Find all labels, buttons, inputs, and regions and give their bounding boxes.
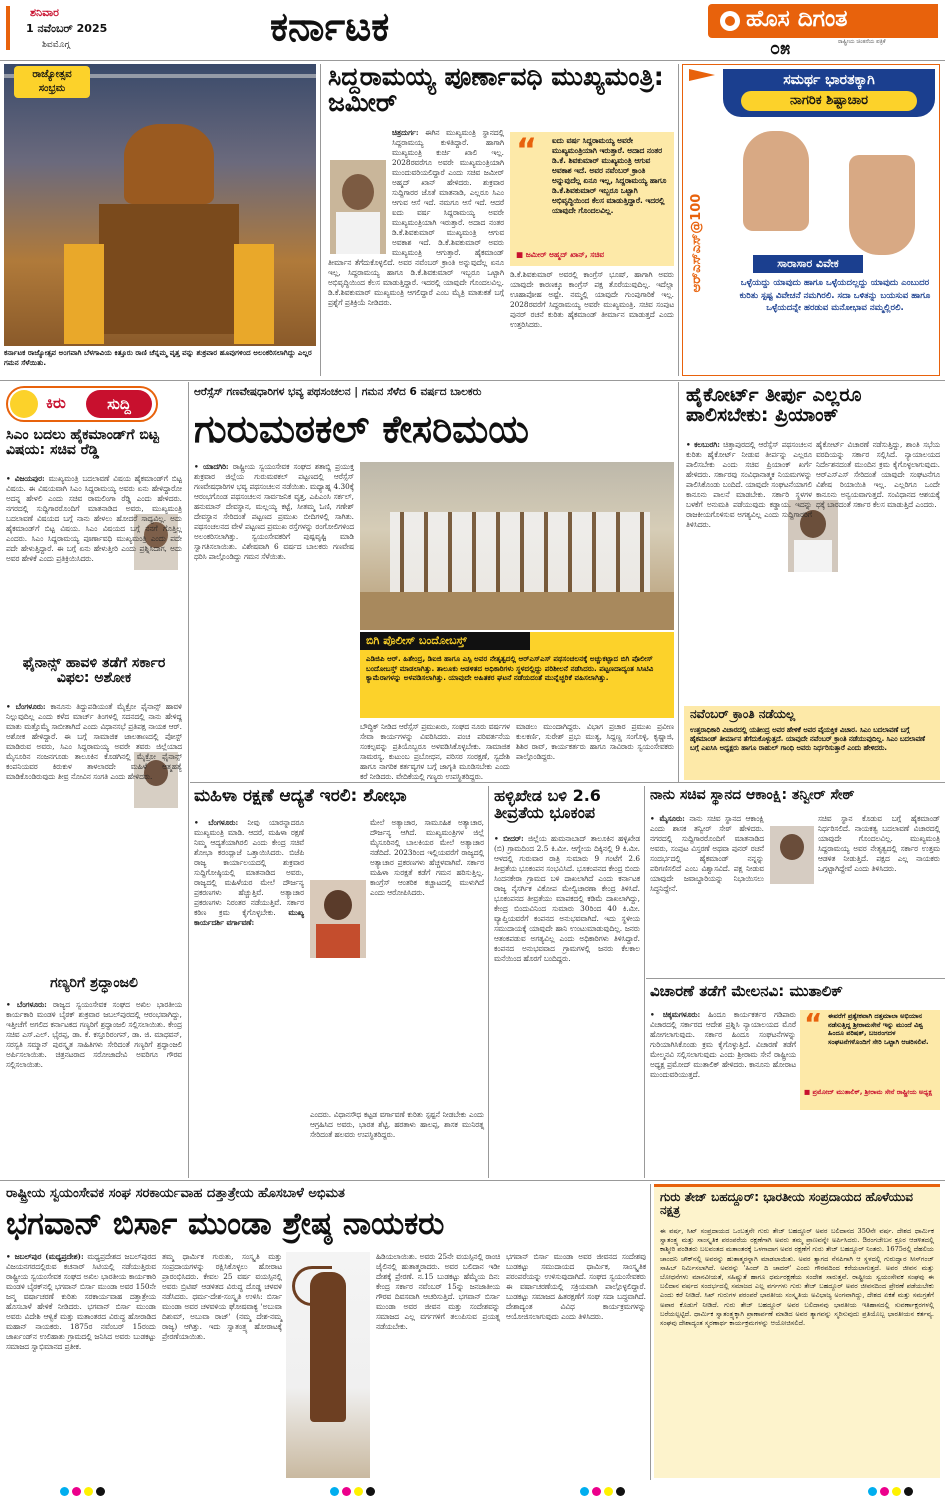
muthalik-body (650, 1010, 796, 1174)
birsa-col-2: ತಮ್ಮ ಧಾರ್ಮಿಕ ಗುರುತು, ಸಂಸ್ಕೃತಿ ಮತ್ತು ಸಂಪ್ರದಾಯಗಳನ್ನು ರಕ್ಷಿಸಿಕೊಳ್ಳಲು ಹೋರಾಟ ಪ್ರಾರಂಭಿಸಿದರು. ಕೇವಲ 25 ವರ್ಷ ವಯಸ್ಸಿನಲ್ಲಿ ಅವರು ಬ್ರಿಟಿಷ್ ಆಡಳಿತದ ವಿರುದ್ಧ ದೊಡ್ಡ ಚಳವಳಿ ನಡೆಸಿದರು. ಧರ್ಮ-ದೇಶ-ಸಂಸ್ಕೃತಿ ಉಳಿಸಿ: ಬಿರ್ಸಾ ಮುಂಡಾ ಅವರ ಚಳವಳಿಯ ಘೋಷವಾಕ್ಯ 'ಅಬುವಾ ದಿಶುಮ್, ಅಬುವಾ ರಾಜ್' (ನಮ್ಮ ದೇಶ-ನಮ್ಮ ರಾಜ್ಯ) ಆಗಿತ್ತು. ಇದು ಸ್ವಾತಂತ್ರ್ಯ ಹೋರಾಟಕ್ಕೆ ಪ್ರೇರಣೆಯಾಯಿತು. (162, 1252, 282, 1341)
earthquake-headline: ಹಳ್ಳಿಖೇಡ ಬಳಿ 2.6 ತೀವ್ರತೆಯ ಭೂಕಂಪ (494, 786, 601, 822)
highcourt-col-2: ಹೈಕೋರ್ಟ್ ವಿಚಾರಣೆ ನಡೆಸುತ್ತಿದ್ದು, ಶಾಂತಿ ಸಭೆಯ ವರದಿಯನ್ನು ಸರ್ಕಾರ ಸಲ್ಲಿಸಿದೆ. ನ್ಯಾಯಾಲಯದ ನಿರ್ದೇಶನದಂತೆ ಮುಂದಿನ ಕ್ರಮ ಕೈಗೊಳ್ಳಲಾಗುವುದು. ಆರ್‌ಎಸ್‌ಎಸ್ ಸೇರಿದಂತೆ ಯಾವುದೇ ಸಂಘಟನೆಗೂ ವಿಶೇಷ ರಿಯಾಯಿತಿ ಇಲ್ಲ. ಎಲ್ಲರಿಗೂ ಒಂದೇ ಕಾನೂನು ಅನ್ವಯವಾಗುತ್ತದೆ. ಸಂವಿಧಾನದ ಆಶಯಕ್ಕೆ ಧಕ್ಕೆ ಬಾರದಂತೆ ಸರ್ಕಾರ ಕೆಲಸ ಮಾಡುತ್ತಿದೆ ಎಂದರು. (816, 440, 940, 509)
statue-figure (124, 124, 214, 204)
birsa-dateline: • ಜಬಲ್‌ಪುರ (ಮಧ್ಯಪ್ರದೇಶ): (6, 1252, 84, 1261)
registration-marks-mid (580, 1481, 640, 1491)
parade-col-3: ಮಾಡಲು ಮುಂದಾಗಿದ್ದರು. ವಿಭಾಗ ಪ್ರಚಾರ ಪ್ರಮುಖ ಪ್ರವೀಣ ಕುಲಕರ್ಣಿ, ಸುರೇಶ್ ಪ್ರಭು ಮುತ್ಯ, ಸಿದ್ದಣ್ಣ ಸಂಗೊಳ್ಳಿ, ಕೃಷ್ಣಾಜಿ, ಶಿಶಿರ ರಾವ್, ಕಾರ್ಯಕರ್ತರು ಹಾಗೂ ಸಾವಿರಾರು ಸ್ವಯಂಸೇವಕರು ಪಾಲ್ಗೊಂಡಿದ್ದರು. (516, 722, 674, 761)
women-safety-col-3: ಎಂದರು. ವಿಧಾನಸೌಧ ಕಟ್ಟಡ ವರ್ಗಾವಣೆ ಕುರಿತು ಸ್ಪಷ್ಟನೆ ನೀಡಬೇಕು ಎಂದು ಆಗ್ರಹಿಸಿದ ಅವರು, ಭಾರತ ಶೆಟ್ಟಿ, ಹರತಾಳು ಹಾಲಪ್ಪ, ಶಾಸಕ ಮುನಿರತ್ನ ಸೇರಿದಂತೆ ಹಲವರು ಉಪಸ್ಥಿತರಿದ್ದರು. (310, 1110, 484, 1139)
birsa-col-1-text: ಮಧ್ಯಪ್ರದೇಶದ ಜಬಲ್‌ಪುರದ ವಿಜಯನಗರದಲ್ಲಿರುವ ಕಚನಾರ್ ಸಿಟಿಯಲ್ಲಿ ನಡೆಯುತ್ತಿರುವ ರಾಷ್ಟ್ರೀಯ ಸ್ವಯಂಸೇವಕ ಸಂಘದ ಅಖಿಲ ಭಾರತೀಯ ಕಾರ್ಯಕಾರಿ ಮಂಡಳಿ ಬೈಠಕ್‌ನಲ್ಲಿ ಭಗವಾನ್ ಬಿರ್ಸಾ ಮುಂಡಾ ಅವರ 150ನೇ ಜನ್ಮ ವರ್ಷಾಚರಣೆ ಕುರಿತು ಸರಕಾರ್ಯವಾಹ ದತ್ತಾತ್ರೇಯ ಹೊಸಬಾಳೆ ಹೇಳಿಕೆ ನೀಡಿದರು. ಭಗವಾನ್ ಬಿರ್ಸಾ ಮುಂಡಾ ಅವರು ವಿದೇಶಿ ಆಳ್ವಿಕೆ ಮತ್ತು ಮತಾಂತರದ ವಿರುದ್ಧ ಹೋರಾಡಿದ ಮಹಾನ್ ನಾಯಕರು. 1875ರ ನವೆಂಬರ್ 15ರಂದು ಜಾರ್ಖಂಡ್‌ನ ಉಲಿಹಾತು ಗ್ರಾಮದಲ್ಲಿ ಜನಿಸಿದ ಅವರು ಬುಡಕಟ್ಟು ಸಮಾಜದ ಸ್ವಾಭಿಮಾನದ ಪ್ರತೀಕ. (6, 1252, 157, 1351)
kiru-item-1-dateline: • ವಿಜಯಪುರ: (6, 474, 45, 483)
women-safety-subhead: ಮುಖ್ಯ ಕಾರ್ಯದರ್ಶಿ ವರ್ಗಾವಣೆ: (194, 908, 304, 927)
muthalik-text: ಹಿಂದೂ ಕಾರ್ಯಕರ್ತರ ಗಡಿಪಾರು ವಿಚಾರದಲ್ಲಿ ಸರ್ಕಾರದ ಆದೇಶ ಪ್ರಶ್ನಿಸಿ ನ್ಯಾಯಾಲಯದ ಮೊರೆ ಹೋಗಲಾಗುವುದು. ಸರ್ಕಾರ ಹಿಂದೂ ಸಂಘಟನೆಗಳನ್ನು ಗುರಿಯಾಗಿಸಿಕೊಂಡು ಕ್ರಮ ಕೈಗೊಳ್ಳುತ್ತಿದೆ. ವಿಚಾರಣೆ ತಡೆಗೆ ಮೇಲ್ಮನವಿ ಸಲ್ಲಿಸಲಾಗುವುದು ಎಂದು ಶ್ರೀರಾಮ ಸೇನೆ ರಾಷ್ಟ್ರೀಯ ಅಧ್ಯಕ್ಷ ಪ್ರಮೋದ್ ಮುತಾಲಿಕ್ ಹೇಳಿದರು. ಕಾನೂನು ಹೋರಾಟ ಮುಂದುವರಿಯುತ್ತದೆ. (650, 1010, 796, 1079)
muthalik-quote-box (800, 1007, 940, 1110)
highcourt-dateline: • ಕಲಬುರಗಿ: (686, 440, 720, 449)
parade-photo (360, 462, 674, 630)
november-kranti-box (684, 706, 940, 780)
women-safety-headline: ಮಹಿಳಾ ರಕ್ಷಣೆ ಆದ್ಯತೆ ಇರಲಿ: ಶೋಭಾ (194, 786, 407, 806)
kiru-item-1-body (6, 474, 182, 648)
kiru-suddi-prefix: ಕಿರು (46, 394, 66, 412)
registration-marks-right (868, 1481, 928, 1491)
birsa-statue-photo (286, 1252, 370, 1478)
tanveer-col-1 (650, 814, 764, 974)
rajyotsava-photo (4, 64, 316, 346)
earthquake-dateline: • ಬೀದರ್: (494, 834, 524, 843)
kiru-suddi-suffix: ಸುದ್ದಿ (86, 390, 152, 418)
paper-logo-icon (720, 11, 740, 31)
masthead-edition: ಶಿವಮೊಗ್ಗ (42, 40, 70, 50)
rss100-vertical-text: ಆರ್‌ಎಸ್‌ಎಸ್@100 (689, 193, 704, 293)
flower-decoration-right (234, 244, 274, 344)
guru-tegh-text: ಈ ವರ್ಷ, ಸಿಖ್ ಸಂಪ್ರದಾಯದ ಒಂಬತ್ತನೇ ಗುರು ತೇಜ್ ಬಹದ್ದೂರ್ ಅವರ ಬಲಿದಾನದ 350ನೇ ವರ್ಷ. ದೇಶದ ಧಾರ್ಮಿಕ ಸ್ವಾತಂತ್ರ್ಯ ಮತ್ತು ಸಾಂಸ್ಕೃತಿಕ ಪರಂಪರೆಯ ರಕ್ಷಣೆಗಾಗಿ ಅವರು ತಮ್ಮ ಪ್ರಾಣವನ್ನೇ ಅರ್ಪಿಸಿದರು. ಔರಂಗಜೇಬನ ಕ್ರೂರ ಆಡಳಿತದಲ್ಲಿ ಕಾಶ್ಮೀರಿ ಪಂಡಿತರು ಬಲವಂತದ ಮತಾಂತರಕ್ಕೆ ಒಳಗಾದಾಗ ಅವರ ರಕ್ಷಣೆಗೆ ಗುರು ತೇಜ್ ಬಹದ್ದೂರ್ ನಿಂತರು. 1675ರಲ್ಲಿ ದೆಹಲಿಯ ಚಾಂದನಿ ಚೌಕ್‌ನಲ್ಲಿ ಅವರನ್ನು ಹುತಾತ್ಮರನ್ನಾಗಿ ಮಾಡಲಾಯಿತು. ಅವರ ತ್ಯಾಗದ ನೆನಪಿಗಾಗಿ ಆ ಸ್ಥಳದಲ್ಲಿ ಗುರುದ್ವಾರ ಸೀಸ್‌ಗಂಜ್ ಸಾಹಿಬ್ ನಿರ್ಮಿಸಲಾಗಿದೆ. ಅವರನ್ನು 'ಹಿಂದ್ ದಿ ಚಾದರ್' ಎಂದು ಗೌರವದಿಂದ ಕರೆಯಲಾಗುತ್ತದೆ. ಅವರ ಜೀವನ ಮತ್ತು ಬೋಧನೆಗಳು ಮಾನವೀಯತೆ, ಸಹಿಷ್ಣುತೆ ಹಾಗೂ ಧರ್ಮರಕ್ಷಣೆಯ ಸಂದೇಶ ಸಾರುತ್ತವೆ. ರಾಷ್ಟ್ರೀಯ ಸ್ವಯಂಸೇವಕ ಸಂಘವು ಈ ಬಲಿದಾನ ವರ್ಷದ ಸಂದರ್ಭದಲ್ಲಿ ಸಮಾಜದ ಎಲ್ಲ ವರ್ಗಗಳು ಗುರು ತೇಜ್ ಬಹದ್ದೂರ್ ಅವರ ಜೀವನದಿಂದ ಪ್ರೇರಣೆ ಪಡೆಯಬೇಕು ಎಂದು ಕರೆ ನೀಡಿದೆ. ಸಿಖ್ ಗುರುಗಳ ಪರಂಪರೆ ಭಾರತೀಯ ಸಂಸ್ಕೃತಿಯ ಅವಿಭಾಜ್ಯ ಅಂಗವಾಗಿದ್ದು, ದೇಶದ ಏಕತೆ ಮತ್ತು ಸಮಗ್ರತೆಗೆ ಅಪಾರ ಕೊಡುಗೆ ನೀಡಿದೆ. ಗುರು ತೇಜ್ ಬಹದ್ದೂರ್ ಅವರ ಬಲಿದಾನವು ಭಾರತೀಯ ಇತಿಹಾಸದಲ್ಲಿ ಸುವರ್ಣಾಕ್ಷರಗಳಲ್ಲಿ ಬರೆಯಲ್ಪಟ್ಟಿದೆ. ಧಾರ್ಮಿಕ ಸ್ವಾತಂತ್ರ್ಯಕ್ಕಾಗಿ ಪ್ರಾಣಾರ್ಪಣೆ ಮಾಡಿದ ಅವರ ತ್ಯಾಗವನ್ನು ಸ್ಮರಿಸುವುದು ಪ್ರತಿಯೊಬ್ಬ ಭಾರತೀಯನ ಕರ್ತವ್ಯ. ಸಂಘವು ದೇಶಾದ್ಯಂತ ಸ್ಮರಣಾರ್ಥ ಕಾರ್ಯಕ್ರಮಗಳನ್ನು ಆಯೋಜಿಸಲಿದೆ. (660, 1227, 934, 1328)
parade-headline: ಗುರುಮಠಕಲ್ ಕೇಸರಿಮಯ (194, 407, 529, 451)
photo-badge (14, 66, 90, 98)
flower-decoration (64, 244, 104, 344)
birsa-headline: ಭಗವಾನ್ ಬಿರ್ಸಾ ಮುಂಡಾ ಶ್ರೇಷ್ಠ ನಾಯಕರು (6, 1206, 445, 1242)
tanveer-dateline: • ಮೈಸೂರು: (650, 814, 685, 823)
masthead-date: 1 ನವೆಂಬರ್ 2025 (26, 22, 108, 35)
quote-icon-2: “ (804, 1007, 823, 1040)
rss100-header-line-2: ನಾಗರಿಕ ಶಿಷ್ಟಾಚಾರ (741, 91, 917, 111)
women-safety-col-1-text: ನೀವು ಯಾರನ್ನಾದರೂ ಮುಖ್ಯಮಂತ್ರಿ ಮಾಡಿ. ಆದರೆ, ಮಹಿಳಾ ರಕ್ಷಣೆ ನಿಮ್ಮ ಆದ್ಯತೆಯಾಗಿರಲಿ ಎಂದು ಕೇಂದ್ರ ಸಚಿವೆ ಶೋಭಾ ಕರಂದ್ಲಾಜೆ ಒತ್ತಾಯಿಸಿದರು. ಬಿಜೆಪಿ ರಾಜ್ಯ ಕಾರ್ಯಾಲಯದಲ್ಲಿ ಶುಕ್ರವಾರ ಸುದ್ದಿಗೋಷ್ಠಿಯಲ್ಲಿ ಮಾತನಾಡಿದ ಅವರು, ರಾಜ್ಯದಲ್ಲಿ ಮಹಿಳೆಯರ ಮೇಲೆ ದೌರ್ಜನ್ಯ ಪ್ರಕರಣಗಳು ಹೆಚ್ಚುತ್ತಿವೆ. ಅತ್ಯಾಚಾರ ಪ್ರಕರಣಗಳು ನಿರಂತರ ನಡೆಯುತ್ತಿವೆ. ಸರ್ಕಾರ ಕಠಿಣ ಕ್ರಮ ಕೈಗೊಳ್ಳಬೇಕು. (194, 818, 305, 917)
page-number: ೦೫ (770, 38, 791, 59)
badge-line-2: ಸಂಭ್ರಮ (38, 83, 66, 94)
tanveer-headline: ನಾನು ಸಚಿವ ಸ್ಥಾನದ ಆಕಾಂಕ್ಷಿ: ತನ್ವೀರ್ ಸೇಠ್ (650, 787, 855, 803)
saffron-flag-icon (689, 69, 715, 89)
muthalik-headline: ವಿಚಾರಣೆ ತಡೆಗೆ ಮೇಲನವಿ: ಮುತಾಲಿಕ್ (650, 982, 843, 1000)
thumbs-up-icon (743, 131, 809, 231)
women-safety-col-1 (194, 818, 304, 1174)
parade-col-2: ಬೌದ್ಧಿಕ್ ನೀಡಿದ ಆರೆಸ್ಸೆಸ್ ಪ್ರಮುಖರು, ಸಂಘದ ನೂರು ವರ್ಷಗಳ ಸೇವಾ ಕಾರ್ಯಗಳನ್ನು ವಿವರಿಸಿದರು. ಪಂಚ ಪರಿವರ್ತನೆಯ ಸಂಕಲ್ಪವನ್ನು ಪ್ರತಿಯೊಬ್ಬರೂ ಅಳವಡಿಸಿಕೊಳ್ಳಬೇಕು. ಸಾಮಾಜಿಕ ಸಾಮರಸ್ಯ, ಕುಟುಂಬ ಪ್ರಬೋಧನ, ಪರಿಸರ ಸಂರಕ್ಷಣೆ, ಸ್ವದೇಶಿ ಹಾಗೂ ನಾಗರಿಕ ಕರ್ತವ್ಯಗಳ ಬಗ್ಗೆ ಜಾಗೃತಿ ಮೂಡಿಸಬೇಕು ಎಂದು ಕರೆ ನೀಡಿದರು. ವೇದಿಕೆಯಲ್ಲಿ ಗಣ್ಯರು ಉಪಸ್ಥಿತರಿದ್ದರು. (360, 722, 510, 781)
kiru-item-3-body (6, 1000, 182, 1178)
police-box (360, 632, 674, 718)
kiru-item-3-text: ರಾಜ್ಯದ ಸ್ವಯಂಸೇವಕ ಸಂಘದ ಅಖಿಲ ಭಾರತೀಯ ಕಾರ್ಯಕಾರಿ ಮಂಡಳಿ ಬೈಠಕ್ ಶುಕ್ರವಾರ ಜಬಲ್‌ಪುರದಲ್ಲಿ ಆರಂಭವಾಗಿದ್ದು, ಇತ್ತೀಚೆಗೆ ಅಗಲಿದ ಕರ್ನಾಟಕದ ಗಣ್ಯರಿಗೆ ಶ್ರದ್ಧಾಂಜಲಿ ಸಲ್ಲಿಸಲಾಯಿತು. ಕೇಂದ್ರ ಸಚಿವ ಎಸ್.ಎಲ್. ಭೈರಪ್ಪ, ಡಾ. ಕೆ. ಕಸ್ತೂರಿರಂಗನ್, ಡಾ. ಜಿ. ಮಾಧವನ್, ಸರಸ್ವತಿ ಸಮ್ಮಾನ್ ಪುರಸ್ಕೃತ ಸಾಹಿತಿಗಳು ಸೇರಿದಂತೆ ಗಣ್ಯರಿಗೆ ಶ್ರದ್ಧಾಂಜಲಿ ಅರ್ಪಿಸಲಾಯಿತು. ಚಿತ್ರನಟರಾದ ಸರೋಜಾದೇವಿ ಅವರಿಗೂ ಗೌರವ ಸಲ್ಲಿಸಲಾಯಿತು. (6, 1000, 183, 1069)
rss100-box (682, 64, 940, 376)
muthalik-dateline: • ಚಿಕ್ಕಮಗಳೂರು: (650, 1010, 701, 1019)
november-kranti-headline: ನವೆಂಬರ್ ಕ್ರಾಂತಿ ನಡೆಯಲ್ಲ (690, 707, 796, 721)
parade-col-1 (194, 462, 354, 776)
kiru-item-2-headline: ಫೈನಾನ್ಸ್ ಹಾವಳಿ ತಡೆಗೆ ಸರ್ಕಾರ ವಿಫಲ: ಅಶೋಕ (22, 655, 166, 686)
guru-tegh-box (654, 1184, 940, 1478)
kiru-item-1-text: ಮುಖ್ಯಮಂತ್ರಿ ಬದಲಾವಣೆ ವಿಷಯ ಹೈಕಮಾಂಡ್‌ಗೆ ಬಿಟ್ಟ ವಿಷಯ. ಈ ವಿಷಯವಾಗಿ ಸಿಎಂ ಸಿದ್ದರಾಮಯ್ಯ ಅವರು ಏನು ಹೇಳಿದ್ದಾರೋ ಅದನ್ನ ಹೇಳಲಿ ಎಂದು ಸಚಿವ ರಾಮಲಿಂಗಾ ರೆಡ್ಡಿ ಎಂದು ಹೇಳಿದರು. ನಗರದಲ್ಲಿ ಸುದ್ದಿಗಾರರೊಂದಿಗೆ ಮಾತನಾಡಿದ ಅವರು, ಮುಖ್ಯಮಂತ್ರಿ ಬದಲಾವಣೆ ವಿಷಯದ ಬಗ್ಗೆ ನಾನು ಹೇಳಲು ಹೋದರೆ ಸಾಧ್ಯವಿಲ್ಲ. ಅದು ಹೈಕಮಾಂಡ್‌ಗೆ ಬಿಟ್ಟ ವಿಷಯ. ಸಿಎಂ ವಿಷಯದ ಬಗ್ಗೆ ನನಗೆ ಗೊತ್ತಿಲ್ಲ ಎಂದರು. ಸಿಎಂ ಸಿದ್ದರಾಮಯ್ಯ ಪೂರ್ಣಾವಧಿ ಮುಖ್ಯಮಂತ್ರಿ ಎಂದು ಪದೇ ಪದೇ ಹೇಳುತ್ತಿದ್ದಾರೆ. ಈ ಬಗ್ಗೆ ಏನು ಹೇಳುತ್ತೀರಿ ಎಂದು ಪ್ರಶ್ನಿಸಿದಾಗ, ಅದು ಅವರ ಹೇಳಿಕೆ ಎಂದು ಪ್ರತಿಕ್ರಿಯಿಸಿದರು. (6, 474, 182, 563)
rss100-vertical-label (689, 143, 709, 343)
birsa-col-1 (6, 1252, 156, 1478)
birsa-bow-icon (292, 1266, 332, 1306)
quote-source: ■ ಜಮೀರ್ ಅಹ್ಮದ್ ಖಾನ್, ಸಚಿವ (516, 250, 605, 259)
parade-marchers (390, 512, 650, 592)
birsa-col-4: ಭಗವಾನ್ ಬಿರ್ಸಾ ಮುಂಡಾ ಅವರ ಜೀವನದ ಸಂದೇಶವು ಬುಡಕಟ್ಟು ಸಮುದಾಯದ ಧಾರ್ಮಿಕ, ಸಾಂಸ್ಕೃತಿಕ ಪರಂಪರೆಯನ್ನು ಉಳಿಸುವುದಾಗಿದೆ. ಸಂಘದ ಸ್ವಯಂಸೇವಕರು ಈ ವರ್ಷಾಚರಣೆಯಲ್ಲಿ ಸಕ್ರಿಯವಾಗಿ ಪಾಲ್ಗೊಳ್ಳಲಿದ್ದಾರೆ. ಬುಡಕಟ್ಟು ಸಮಾಜದ ಹಿತರಕ್ಷಣೆಗೆ ಸಂಘ ಸದಾ ಬದ್ಧವಾಗಿದೆ. ದೇಶಾದ್ಯಂತ ವಿವಿಧ ಕಾರ್ಯಕ್ರಮಗಳನ್ನು ಆಯೋಜಿಸಲಾಗುವುದು ಎಂದು ತಿಳಿಸಿದರು. (506, 1252, 646, 1321)
kiru-item-2-text: ಕಾನೂನು ತಿದ್ದುಪಡಿಯಂತೆ ಮೈಕ್ರೋ ಫೈನಾನ್ಸ್ ಹಾವಳಿ ನಿಲ್ಲುವುದಿಲ್ಲ ಎಂದು ಕಳೆದ ಮಾರ್ಚ್ ತಿಂಗಳಲ್ಲಿ ಸದನದಲ್ಲಿ ನಾನು ಹೇಳಿದ್ದ ಮಾತು ಮತ್ತೊಮ್ಮೆ ಸಾಬೀತಾಗಿದೆ ಎಂದು ವಿಧಾನಸಭೆ ಪ್ರತಿಪಕ್ಷ ನಾಯಕ ಆರ್. ಅಶೋಕ ಹೇಳಿದ್ದಾರೆ. ಈ ಬಗ್ಗೆ ಸಾಮಾಜಿಕ ಜಾಲತಾಣದಲ್ಲಿ ಪೋಸ್ಟ್ ಮಾಡಿರುವ ಅವರು, ಸಿಎಂ ಸಿದ್ದರಾಮಯ್ಯ ಅವರೇ ತವರು ಜಿಲ್ಲೆಯಾದ ಮೈಸೂರಿನ ನಂಜನಗೂಡು ತಾಲೂಕಿನ ಕೊಡಗಿನಲ್ಲಿ ಮೈಕ್ರೋ ಫೈನಾನ್ಸ್ ಕಂಪನಿಯವರ ಕಿರುಕುಳ ತಾಳಲಾರದೇ ಮಹಿಳೆ ಆತ್ಮಹತ್ಯೆ ಮಾಡಿಕೊಂಡಿರುವುದು ತೀವ್ರ ನೋವಿನ ಸಂಗತಿ ಎಂದು ಹೇಳಿದರು. (6, 702, 182, 781)
parade-col-1-text: ರಾಷ್ಟ್ರೀಯ ಸ್ವಯಂಸೇವಕ ಸಂಘದ ಶತಾಬ್ದಿ ಪ್ರಯುಕ್ತ ಶುಕ್ರವಾರ ಜಿಲ್ಲೆಯ ಗುರುಮಠಕಲ್ ಪಟ್ಟಣದಲ್ಲಿ ಆರೆಸ್ಸೆಸ್ ಗಣವೇಷಧಾರಿಗಳ ಭವ್ಯ ಪಥಸಂಚಲನ ನಡೆಯಿತು. ಮಧ್ಯಾಹ್ನ 4.30ಕ್ಕೆ ಆರಂಭಗೊಂಡ ಪಥಸಂಚಲನ ಸಾರ್ವಜನಿಕ ವೃತ್ತ, ಎಪಿಎಂಸಿ ಸರ್ಕಲ್, ಹನುಮಾನ್ ದೇವಸ್ಥಾನ, ಮಲ್ಲಯ್ಯ ಕಟ್ಟೆ, ಸೀತಮ್ಮ ಓಣಿ, ಗಣೇಶ್ ದೇವಸ್ಥಾನ ಸೇರಿದಂತೆ ಪಟ್ಟಣದ ಪ್ರಮುಖ ಬೀದಿಗಳಲ್ಲಿ ಸಾಗಿತು. ಪಥಸಂಚಲನದ ವೇಳೆ ಪಟ್ಟಣದ ಪ್ರಮುಖ ರಸ್ತೆಗಳನ್ನು ರಂಗೋಲಿಗಳಿಂದ ಅಲಂಕರಿಸಲಾಗಿತ್ತು. ಸ್ವಯಂಸೇವಕರಿಗೆ ಪುಷ್ಪವೃಷ್ಟಿ ಮಾಡಿ ಸ್ವಾಗತಿಸಲಾಯಿತು. ವಿಶೇಷವಾಗಿ 6 ವರ್ಷದ ಬಾಲಕರು ಗಣವೇಷ ಧರಿಸಿ ಪಾಲ್ಗೊಂಡಿದ್ದು ಗಮನ ಸೆಳೆಯಿತು. (194, 462, 354, 561)
muthalik-quote-source: ■ ಪ್ರಮೋದ್ ಮುತಾಲಿಕ್, ಶ್ರೀರಾಮ ಸೇನೆ ರಾಷ್ಟ್ರೀಯ ಅಧ್ಯಕ್ಷ (804, 1088, 933, 1096)
masthead (0, 0, 945, 60)
registration-marks-left (60, 1481, 120, 1491)
highcourt-headline: ಹೈಕೋರ್ಟ್ ತೀರ್ಪು ಎಲ್ಲರೂ ಪಾಲಿಸಬೇಕು: ಪ್ರಿಯಾಂಕ್ (686, 384, 862, 426)
shobha-photo (310, 880, 366, 958)
tanveer-col-2: ಸಚಿವ ಸ್ಥಾನ ಕೊಡುವ ಬಗ್ಗೆ ಹೈಕಮಾಂಡ್ ನಿರ್ಧರಿಸಲಿದೆ. ನಾಯಕತ್ವ ಬದಲಾವಣೆ ವಿಚಾರದಲ್ಲಿ ಯಾವುದೇ ಗೊಂದಲವಿಲ್ಲ. ಮುಖ್ಯಮಂತ್ರಿ ಸಿದ್ದರಾಮಯ್ಯ ಅವರ ನೇತೃತ್ವದಲ್ಲಿ ಸರ್ಕಾರ ಉತ್ತಮ ಆಡಳಿತ ನೀಡುತ್ತಿದೆ. ಪಕ್ಷದ ಎಲ್ಲ ನಾಯಕರು ಒಗ್ಗಟ್ಟಾಗಿದ್ದೇವೆ ಎಂದು ತಿಳಿಸಿದರು. (818, 814, 940, 873)
parade-kicker: ಆರೆಸ್ಸೆಸ್ ಗಣವೇಷಧಾರಿಗಳ ಭವ್ಯ ಪಥಸಂಚಲನ | ಗಮನ ಸೆಳೆದ 6 ವರ್ಷದ ಬಾಲಕರು (194, 386, 482, 398)
megaphone-icon (10, 390, 38, 418)
lead-col-1 (328, 128, 504, 376)
kiru-item-3-dateline: • ಬೆಂಗಳೂರು: (6, 1000, 47, 1009)
rss100-subtitle: ಸಾರಾಸಾರ ವಿವೇಕ (753, 255, 863, 273)
paper-tagline: ರಾಷ್ಟ್ರೀಯ ಚಿಂತನೆಯ ಪತ್ರಿಕೆ (838, 39, 886, 45)
paper-logo (708, 4, 938, 58)
tanveer-col-1-text: ನಾನು ಸಚಿವ ಸ್ಥಾನದ ಆಕಾಂಕ್ಷಿ ಎಂದು ಶಾಸಕ ತನ್ವೀರ್ ಸೇಠ್ ಹೇಳಿದರು. ನಗರದಲ್ಲಿ ಸುದ್ದಿಗಾರರೊಂದಿಗೆ ಮಾತನಾಡಿದ ಅವರು, ಸಂಪುಟ ವಿಸ್ತರಣೆ ಅಥವಾ ಪುನರ್ ರಚನೆ ಸಂದರ್ಭದಲ್ಲಿ ಹೈಕಮಾಂಡ್ ನನ್ನನ್ನು ಪರಿಗಣಿಸಲಿದೆ ಎಂಬ ವಿಶ್ವಾಸವಿದೆ. ಪಕ್ಷ ನೀಡುವ ಯಾವುದೇ ಜವಾಬ್ದಾರಿಯನ್ನು ನಿಭಾಯಿಸಲು ಸಿದ್ಧನಿದ್ದೇನೆ. (650, 814, 764, 893)
kiru-suddi-label (6, 386, 158, 422)
masthead-day: ಶನಿವಾರ (30, 6, 59, 19)
kiru-item-2-body (6, 702, 182, 972)
police-box-text: ಎಡಿಜಿಪಿ ಆರ್. ಹಿತೇಂದ್ರ, ಡಿಐಜಿ ಹಾಗೂ ಎಸ್ಪಿ ಅವರ ನೇತೃತ್ವದಲ್ಲಿ ಆರ್‌ಎಸ್‌ಎಸ್ ಪಥಸಂಚಲನಕ್ಕೆ ಅಚ್ಚುಕಟ್ಟಾದ ಬಿಗಿ ಪೊಲೀಸ್ ಬಂದೋಬಸ್ತ್ ಮಾಡಲಾಗಿತ್ತು. ತಾಲೂಕು ಆಡಳಿತದ ಅಧಿಕಾರಿಗಳು ಸ್ಥಳದಲ್ಲಿದ್ದು ಪರಿಶೀಲನೆ ನಡೆಸಿದರು. ಪಟ್ಟಣದಾದ್ಯಂತ ಸಿಸಿಟಿವಿ ಕ್ಯಾಮೆರಾಗಳನ್ನು ಅಳವಡಿಸಲಾಗಿತ್ತು. ಯಾವುದೇ ಅಹಿತಕರ ಘಟನೆ ನಡೆಯದಂತೆ ಮುನ್ನೆಚ್ಚರಿಕೆ ವಹಿಸಲಾಗಿತ್ತು. (366, 654, 654, 683)
lead-headline: ಸಿದ್ದರಾಮಯ್ಯ ಪೂರ್ಣಾವಧಿ ಮುಖ್ಯಮಂತ್ರಿ: ಜಮೀರ್ (328, 62, 664, 118)
women-safety-col-2: ಮೇಲೆ ಅತ್ಯಾಚಾರ, ಸಾಮೂಹಿಕ ಅತ್ಯಾಚಾರ, ದೌರ್ಜನ್ಯ ಆಗಿದೆ. ಮುಖ್ಯಮಂತ್ರಿಗಳ ಜಿಲ್ಲೆ ಮೈಸೂರಿನಲ್ಲಿ ಬಾಲಕಿಯರ ಮೇಲೆ ಅತ್ಯಾಚಾರ ನಡೆದಿದೆ. 2023ರಿಂದ ಇಲ್ಲಿಯವರೆಗೆ ರಾಜ್ಯದಲ್ಲಿ ಅತ್ಯಾಚಾರ ಪ್ರಕರಣಗಳು ಹೆಚ್ಚಳವಾಗಿವೆ. ಸರ್ಕಾರ ಮಹಿಳಾ ಸುರಕ್ಷತೆ ಕಡೆಗೆ ಗಮನ ಹರಿಸುತ್ತಿಲ್ಲ. ಕಾಂಗ್ರೆಸ್ ಆಂತರಿಕ ಕಚ್ಚಾಟದಲ್ಲಿ ಮುಳುಗಿದೆ ಎಂದು ಆರೋಪಿಸಿದರು. (370, 818, 484, 897)
earthquake-body (494, 834, 640, 1174)
muthalik-quote-text: ಈವರೆಗೆ ಪ್ರತ್ಯೇಕವಾಗಿ ದತ್ತಮಾಲಾ ಅಭಿಯಾನ ನಡೆಸುತ್ತಿದ್ದ ಶ್ರೀರಾಮಸೇನೆ ಇನ್ನು ಮುಂದೆ ವಿಶ್ವ ಹಿಂದೂ ಪರಿಷತ್, ಬಜರಂಗದಳ ಸಂಘಟನೆಗಳೊಂದಿಗೆ ಸೇರಿ ಒಟ್ಟಾಗಿ ಆಚರಿಸಲಿವೆ. (828, 1012, 929, 1046)
lead-dateline: ಚಿತ್ರದುರ್ಗ: (392, 128, 419, 137)
birsa-kicker: ರಾಷ್ಟ್ರೀಯ ಸ್ವಯಂಸೇವಕ ಸಂಘ ಸರಕಾರ್ಯವಾಹ ದತ್ತಾತ್ರೇಯ ಹೊಸಬಾಳೆ ಅಭಿಮತ (6, 1186, 345, 1201)
statue-pedestal (99, 204, 239, 334)
rss100-text: ಒಳ್ಳೆಯದ್ದು ಯಾವುದು ಹಾಗೂ ಒಳ್ಳೆಯದಲ್ಲದ್ದು ಯಾವುದು ಎಂಬುದರ ಕುರಿತು ಸ್ಪಷ್ಟ ವಿವೇಚನೆ ನಮಗಿರಲಿ. ಸದಾ ಒಳಿತನ್ನು ಬಯಸುವ ಹಾಗೂ ಒಳ್ಳೆಯದನ್ನೇ ಹರಡುವ ಮನೋಭಾವ ನಮ್ಮಲ್ಲಿರಲಿ. (739, 278, 931, 313)
registration-marks-center (330, 1481, 390, 1491)
rss100-header (723, 69, 935, 117)
quote-text: ಐದು ವರ್ಷ ಸಿದ್ದರಾಮಯ್ಯ ಅವರೇ ಮುಖ್ಯಮಂತ್ರಿಯಾಗಿ ಇರುತ್ತಾರೆ. ಅದಾದ ನಂತರ ಡಿ.ಕೆ. ಶಿವಕುಮಾರ್ ಮುಖ್ಯಮಂತ್ರಿ ಆಗುವ ಅವಕಾಶ ಇದೆ. ಅವರ ನವೆಂಬರ್ ಕ್ರಾಂತಿ ಅನ್ನುವುದೆಲ್ಲ ಏನೂ ಇಲ್ಲ, ಸಿದ್ದರಾಮಯ್ಯ ಹಾಗೂ ಡಿ.ಕೆ.ಶಿವಕುಮಾರ್ ಇಬ್ಬರೂ ಒಟ್ಟಾಗಿ ಅಭಿವೃದ್ಧಿಯಿಂದ ಕೆಲಸ ಮಾಡುತ್ತಿದ್ದಾರೆ. ಇದರಲ್ಲಿ ಯಾವುದೇ ಗೊಂದಲವಿಲ್ಲ. (552, 136, 667, 215)
tanveer-photo (770, 826, 814, 884)
police-box-title: ಬಿಗಿ ಪೊಲೀಸ್ ಬಂದೋಬಸ್ತ್ (360, 632, 530, 650)
paper-name: ಹೊಸ ದಿಗಂತ (746, 6, 848, 32)
birsa-col-3: ಹಿಡಿಯಲಾಯಿತು. ಅವರು 25ನೇ ವಯಸ್ಸಿನಲ್ಲಿ ರಾಂಚಿ ಜೈಲಿನಲ್ಲಿ ಹುತಾತ್ಮರಾದರು. ಅವರ ಬಲಿದಾನ ಇಡೀ ದೇಶಕ್ಕೆ ಪ್ರೇರಣೆ. ನ.15 ಬುಡಕಟ್ಟು ಹೆಮ್ಮೆಯ ದಿನ: ಕೇಂದ್ರ ಸರ್ಕಾರ ನವೆಂಬರ್ 15ನ್ನು ಜನಜಾತೀಯ ಗೌರವ ದಿವಸವಾಗಿ ಆಚರಿಸುತ್ತಿದೆ. ಭಗವಾನ್ ಬಿರ್ಸಾ ಮುಂಡಾ ಅವರ ಜೀವನ ಮತ್ತು ಸಂದೇಶವನ್ನು ಸಮಾಜದ ಎಲ್ಲ ವರ್ಗಗಳಿಗೆ ತಲುಪಿಸುವ ಪ್ರಯತ್ನ ನಡೆಯಬೇಕು. (376, 1252, 500, 1331)
badge-line-1: ರಾಜ್ಯೋತ್ಸವ (32, 69, 72, 80)
thumbs-down-icon (849, 155, 915, 255)
date-accent-bar (6, 6, 10, 50)
lead-quote-box (510, 132, 674, 266)
november-kranti-text: ಉತ್ತರಾಧಿಕಾರಿ ವಿಚಾರದಲ್ಲಿ ಯತೀಂದ್ರ ಅವರ ಹೇಳಿಕೆ ಅವರ ವೈಯಕ್ತಿಕ ವಿಚಾರ. ಸಿಎಂ ಬದಲಾವಣೆ ಬಗ್ಗೆ ಹೈಕಮಾಂಡ್ ತೀರ್ಮಾನ ತೆಗೆದುಕೊಳ್ಳುತ್ತದೆ. ಯಾವುದೇ ನವೆಂಬರ್ ಕ್ರಾಂತಿ ನಡೆಯುವುದಿಲ್ಲ. ಸಿಎಂ ಬದಲಾವಣೆ ಬಗ್ಗೆ ಎಐಸಿಸಿ ಅಧ್ಯಕ್ಷರು ಹಾಗೂ ರಾಹುಲ್ ಗಾಂಧಿ ಅವರು ನಿರ್ಧರಿಸುತ್ತಾರೆ ಎಂದು ಹೇಳಿದರು. (690, 726, 926, 752)
kiru-item-1-headline: ಸಿಎಂ ಬದಲು ಹೈಕಮಾಂಡ್‌ಗೆ ಬಿಟ್ಟ ವಿಷಯ: ಸಚಿವ ರೆಡ್ಡಿ (6, 427, 159, 458)
lead-col-2: ಡಿ.ಕೆ.ಶಿವಕುಮಾರ್ ಅವರಲ್ಲಿ ಕಾಂಗ್ರೆಸ್ ಭೂಷ್, ಹಾಗಾಗಿ ಅವರು ಯಾವುದೇ ಕಾರಣಕ್ಕೂ ಕಾಂಗ್ರೆಸ್ ಪಕ್ಷ ತೊರೆಯುವುದಿಲ್ಲ. ಇದೆಲ್ಲಾ ಊಹಾಪೋಹ ಅಷ್ಟೇ. ನಮ್ಮಲ್ಲಿ ಯಾವುದೇ ಗುಂಪುಗಾರಿಕೆ ಇಲ್ಲ. 2028ರವರೆಗೆ ಸಿದ್ದರಾಮಯ್ಯ ಅವರೇ ಮುಖ್ಯಮಂತ್ರಿ. ಸಚಿವ ಸಂಪುಟ ಪುನರ್ ರಚನೆ ಕುರಿತು ಹೈಕಮಾಂಡ್ ತೀರ್ಮಾನ ಮಾಡುತ್ತದೆ ಎಂದು ಉತ್ತರಿಸಿದರು. (510, 270, 674, 329)
women-safety-dateline: • ಬೆಂಗಳೂರು: (194, 818, 239, 827)
kiru-item-3-headline: ಗಣ್ಯರಿಗೆ ಶ್ರದ್ಧಾಂಜಲಿ (50, 975, 138, 991)
photo-caption: ಕರ್ನಾಟಕ ರಾಜ್ಯೋತ್ಸವ ಅಂಗವಾಗಿ ಬೆಳಗಾವಿಯ ಕಿತ್ತೂರು ರಾಣಿ ಚೆನ್ನಮ್ಮ ವೃತ್ತ ವನ್ನು ಶುಕ್ರವಾರ ಹೂವುಗಳಿಂದ ಅಲಂಕರಿಸಲಾಗಿದ್ದು ಎಲ್ಲರ ಗಮನ ಸೆಳೆಯಿತು. (4, 348, 312, 367)
highcourt-col-1-text: ಚಿತ್ತಾಪುರದಲ್ಲಿ ಆರೆಸ್ಸೆಸ್ ಪಥಸಂಚಲನ ಕುರಿತು ಹೈಕೋರ್ಟ್ ನೀಡುವ ತೀರ್ಪನ್ನು ಎಲ್ಲರೂ ಪಾಲಿಸಬೇಕು ಎಂದು ಸಚಿವ ಪ್ರಿಯಾಂಕ್ ಖರ್ಗೆ ಹೇಳಿದರು. ಸರ್ಕಾರವು ಸಂವಿಧಾನಾತ್ಮಕ ನಿಯಮಗಳನ್ನು ಪಾಲಿಸಿಕೊಂಡು ಬಂದಿದೆ. ಯಾವುದೇ ಸಂಘಟನೆಯಾಗಲಿ ಕಾನೂನು ಪಾಲನೆ ಮಾಡಬೇಕು. ಸರ್ಕಾರಿ ಸ್ಥಳಗಳ ಬಳಕೆಗೆ ಅನುಮತಿ ಪಡೆಯುವುದು ಕಡ್ಡಾಯ. ಇದನ್ನು ರಾಜಕೀಯಗೊಳಿಸುವ ಅಗತ್ಯವಿಲ್ಲ ಎಂದು ಸುದ್ದಿಗಾರರಿಗೆ ತಿಳಿಸಿದರು. (686, 440, 812, 529)
parade-dateline: • ಯಾದಗಿರಿ: (194, 462, 229, 471)
quote-icon: “ (516, 131, 538, 169)
section-title: ಕರ್ನಾಟಕ (270, 4, 390, 50)
lead-col-1-text: ಈಗಿನ ಮುಖ್ಯಮಂತ್ರಿ ಸ್ಥಾನದಲ್ಲಿ ಸಿದ್ದರಾಮಯ್ಯ ಕುಳಿತಿದ್ದಾರೆ. ಹಾಗಾಗಿ ಮುಖ್ಯಮಂತ್ರಿ ಕುರ್ಚಿ ಖಾಲಿ ಇಲ್ಲ. 2028ರವರೆಗೂ ಅವರೇ ಮುಖ್ಯಮಂತ್ರಿಯಾಗಿ ಮುಂದುವರಿಯಲಿದ್ದಾರೆ ಎಂದು ಸಚಿವ ಜಮೀರ್ ಅಹ್ಮದ್ ಖಾನ್ ಹೇಳಿದರು. ಶುಕ್ರವಾರ ಸುದ್ದಿಗಾರರ ಜೊತೆ ಮಾತನಾಡಿ, ಎಲ್ಲರೂ ಸಿಎಂ ಆಗುವ ಆಸೆ ಇದೆ. ನಮಗೂ ಆಸೆ ಇದೆ. ಆದರೆ ಐದು ವರ್ಷ ಸಿದ್ದರಾಮಯ್ಯ ಅವರೇ ಮುಖ್ಯಮಂತ್ರಿಯಾಗಿ ಇರುತ್ತಾರೆ. ಅದಾದ ನಂತರ ಡಿ.ಕೆ.ಶಿವಕುಮಾರ್ ಮುಖ್ಯಮಂತ್ರಿ ಆಗುವ ಅವಕಾಶ ಇದೆ. ಡಿ.ಕೆ.ಶಿವಕುಮಾರ್ ಅವರು ಮುಖ್ಯಮಂತ್ರಿ ಆಗುತ್ತಾರೆ. ಹೈಕಮಾಂಡ್ ತೀರ್ಮಾನ ತೆಗೆದುಕೊಳ್ಳಲಿದೆ. ಅವರ ನವೆಂಬರ್ ಕ್ರಾಂತಿ ಅನ್ನುವುದೆಲ್ಲ ಏನೂ ಇಲ್ಲ, ಸಿದ್ದರಾಮಯ್ಯ ಹಾಗೂ ಡಿ.ಕೆ.ಶಿವಕುಮಾರ್ ಇಬ್ಬರೂ ಒಟ್ಟಾಗಿ ಅಭಿವೃದ್ಧಿಯಿಂದ ಕೆಲಸ ಮಾಡುತ್ತಿದ್ದಾರೆ. ಇದರಲ್ಲಿ ಯಾವುದೇ ಗೊಂದಲವಿಲ್ಲ. ಡಿ.ಕೆ.ಶಿವಕುಮಾರ್ ಮುಖ್ಯಮಂತ್ರಿ ಆಗಲಿದ್ದಾರೆ ಎಂಬ ಮೈತ್ರಿ ಮಾತುಕತೆ ಬಗ್ಗೆ ಪ್ರಶ್ನೆಗೆ ಪ್ರತಿಕ್ರಿಯೆ ನೀಡಿದರು. (328, 128, 504, 307)
guru-tegh-headline: ಗುರು ತೇಜ್ ಬಹದ್ದೂರ್: ಭಾರತೀಯ ಸಂಪ್ರದಾಯದ ಹೊಳೆಯುವ ನಕ್ಷತ್ರ (660, 1190, 913, 1217)
kiru-item-2-dateline: • ಬೆಂಗಳೂರು: (6, 702, 46, 711)
earthquake-text: ಜಿಲ್ಲೆಯ ಹುಮನಾಬಾದ್ ತಾಲೂಕಿನ ಹಳ್ಳಿಖೇಡ (ಬಿ) ಗ್ರಾಮದಿಂದ 2.5 ಕಿ.ಮೀ. ಆಗ್ನೇಯ ದಿಕ್ಕಿನಲ್ಲಿ 9 ಕಿ.ಮೀ. ಆಳದಲ್ಲಿ ಗುರುವಾರ ರಾತ್ರಿ ಸುಮಾರು 9 ಗಂಟೆಗೆ 2.6 ತೀವ್ರತೆಯ ಭೂಕಂಪನ ಸಂಭವಿಸಿದೆ. ಭೂಕಂಪನದ ಕೇಂದ್ರ ಬಿಂದು ಸಿಂದನಕೇರಾ ಗ್ರಾಮದ ಬಳಿ ದಾಖಲಾಗಿದೆ ಎಂದು ಕರ್ನಾಟಕ ರಾಜ್ಯ ನೈಸರ್ಗಿಕ ವಿಕೋಪ ಮೇಲ್ವಿಚಾರಣಾ ಕೇಂದ್ರ ತಿಳಿಸಿದೆ. ಭೂಕಂಪನದ ತೀವ್ರತೆಯು ಮಾಪಕದಲ್ಲಿ ಕಡಿಮೆ ದಾಖಲಾಗಿದ್ದು, ಕೇಂದ್ರ ಬಿಂದುವಿನಿಂದ ಸುಮಾರು 30ರಿಂದ 40 ಕಿ.ಮೀ. ವ್ಯಾಪ್ತಿಯವರೆಗೆ ಕಂಪನದ ಅನುಭವವಾಗಿದೆ. ಇದು ಸ್ಥಳೀಯ ಸಮುದಾಯಕ್ಕೆ ಯಾವುದೇ ಹಾನಿ ಉಂಟುಮಾಡುವುದಿಲ್ಲ. ಜನರು ಆತಂಕಪಡುವ ಅಗತ್ಯವಿಲ್ಲ ಎಂದು ಅಧಿಕಾರಿಗಳು ತಿಳಿಸಿದ್ದಾರೆ. ಕಂಪನದ ಅನುಭವವಾದ ಗ್ರಾಮಗಳಲ್ಲಿ ಜನರು ಕೆಲಕಾಲ ಮನೆಯಿಂದ ಹೊರಗೆ ಬಂದಿದ್ದರು. (494, 834, 640, 963)
rss100-header-line-1: ಸಮರ್ಥ ಭಾರತಕ್ಕಾಗಿ (783, 72, 875, 88)
highcourt-col-1 (686, 440, 812, 702)
